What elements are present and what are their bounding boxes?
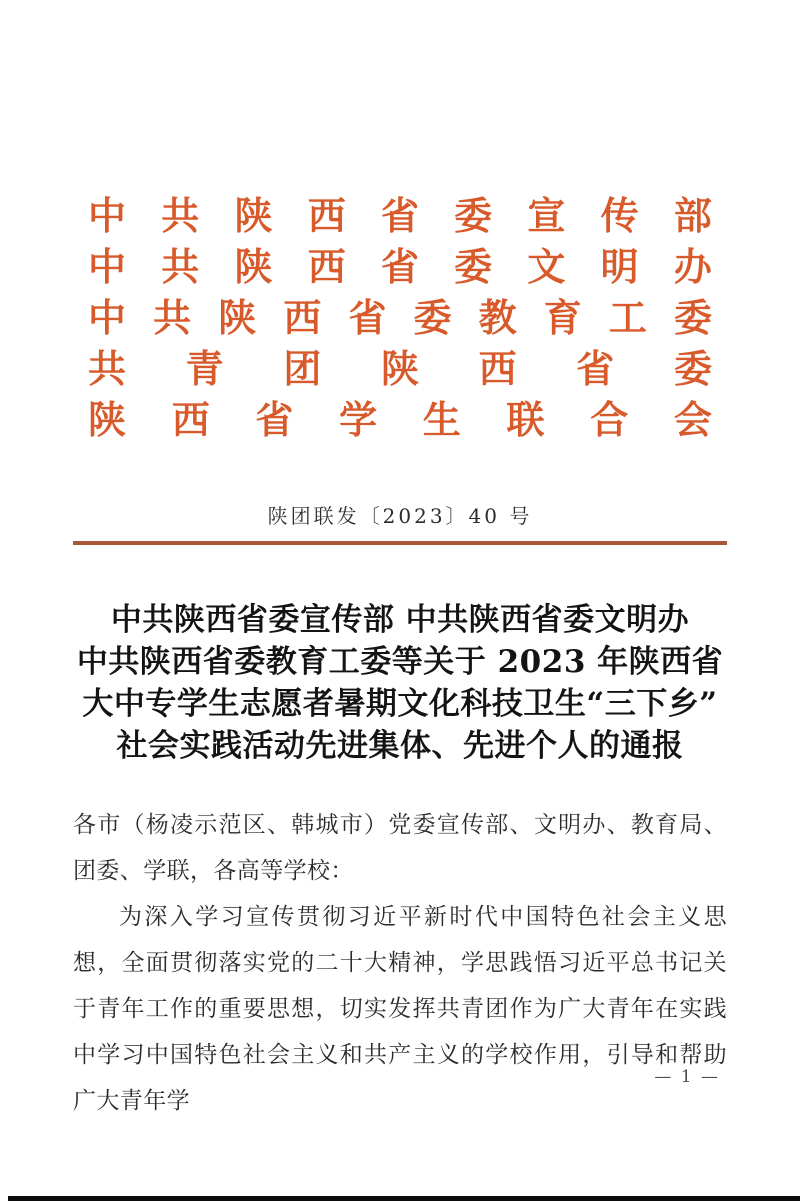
page-bottom-edge: [8, 1196, 800, 1201]
body-paragraph: 为深入学习宣传贯彻习近平新时代中国特色社会主义思想，全面贯彻落实党的二十大精神，学思践悟习近平总书记关于青年工作的重要思想，切实发挥共青团作为广大青年在实践中学习中国特色社会主义和共产主义的学校作用，引导和帮助广大青年学: [73, 904, 727, 1114]
letterhead-org-line: 中 共 陕 西 省 委 教 育 工 委: [88, 294, 712, 340]
title-line: 社会实践活动先进集体、先进个人的通报: [116, 728, 684, 764]
letterhead-org-line: 陕 西 省 学 生 联 合 会: [88, 396, 712, 442]
document-reference-number: 陕团联发〔2023〕40 号: [267, 504, 533, 528]
title-line: 中共陕西省委宣传部 中共陕西省委文明办: [110, 602, 690, 638]
document-title: [40, 599, 760, 767]
letterhead: [88, 190, 712, 445]
document-body: [73, 802, 727, 1124]
letterhead-org-line: 中 共 陕 西 省 委 文 明 办: [88, 243, 712, 289]
page-number: — 1 —: [654, 1067, 720, 1087]
letterhead-org-line: 中 共 陕 西 省 委 宣 传 部: [88, 192, 712, 238]
salutation-paragraph: 各市（杨凌示范区、韩城市）党委宣传部、文明办、教育局、团委、学联，各高等学校：: [73, 812, 727, 884]
title-line: 中共陕西省委教育工委等关于 2023 年陕西省: [76, 644, 724, 680]
letterhead-org-line: 共 青 团 陕 西 省 委: [88, 345, 712, 391]
title-line: 大中专学生志愿者暑期文化科技卫生“三下乡”: [82, 686, 718, 722]
red-divider-rule: [73, 541, 727, 545]
